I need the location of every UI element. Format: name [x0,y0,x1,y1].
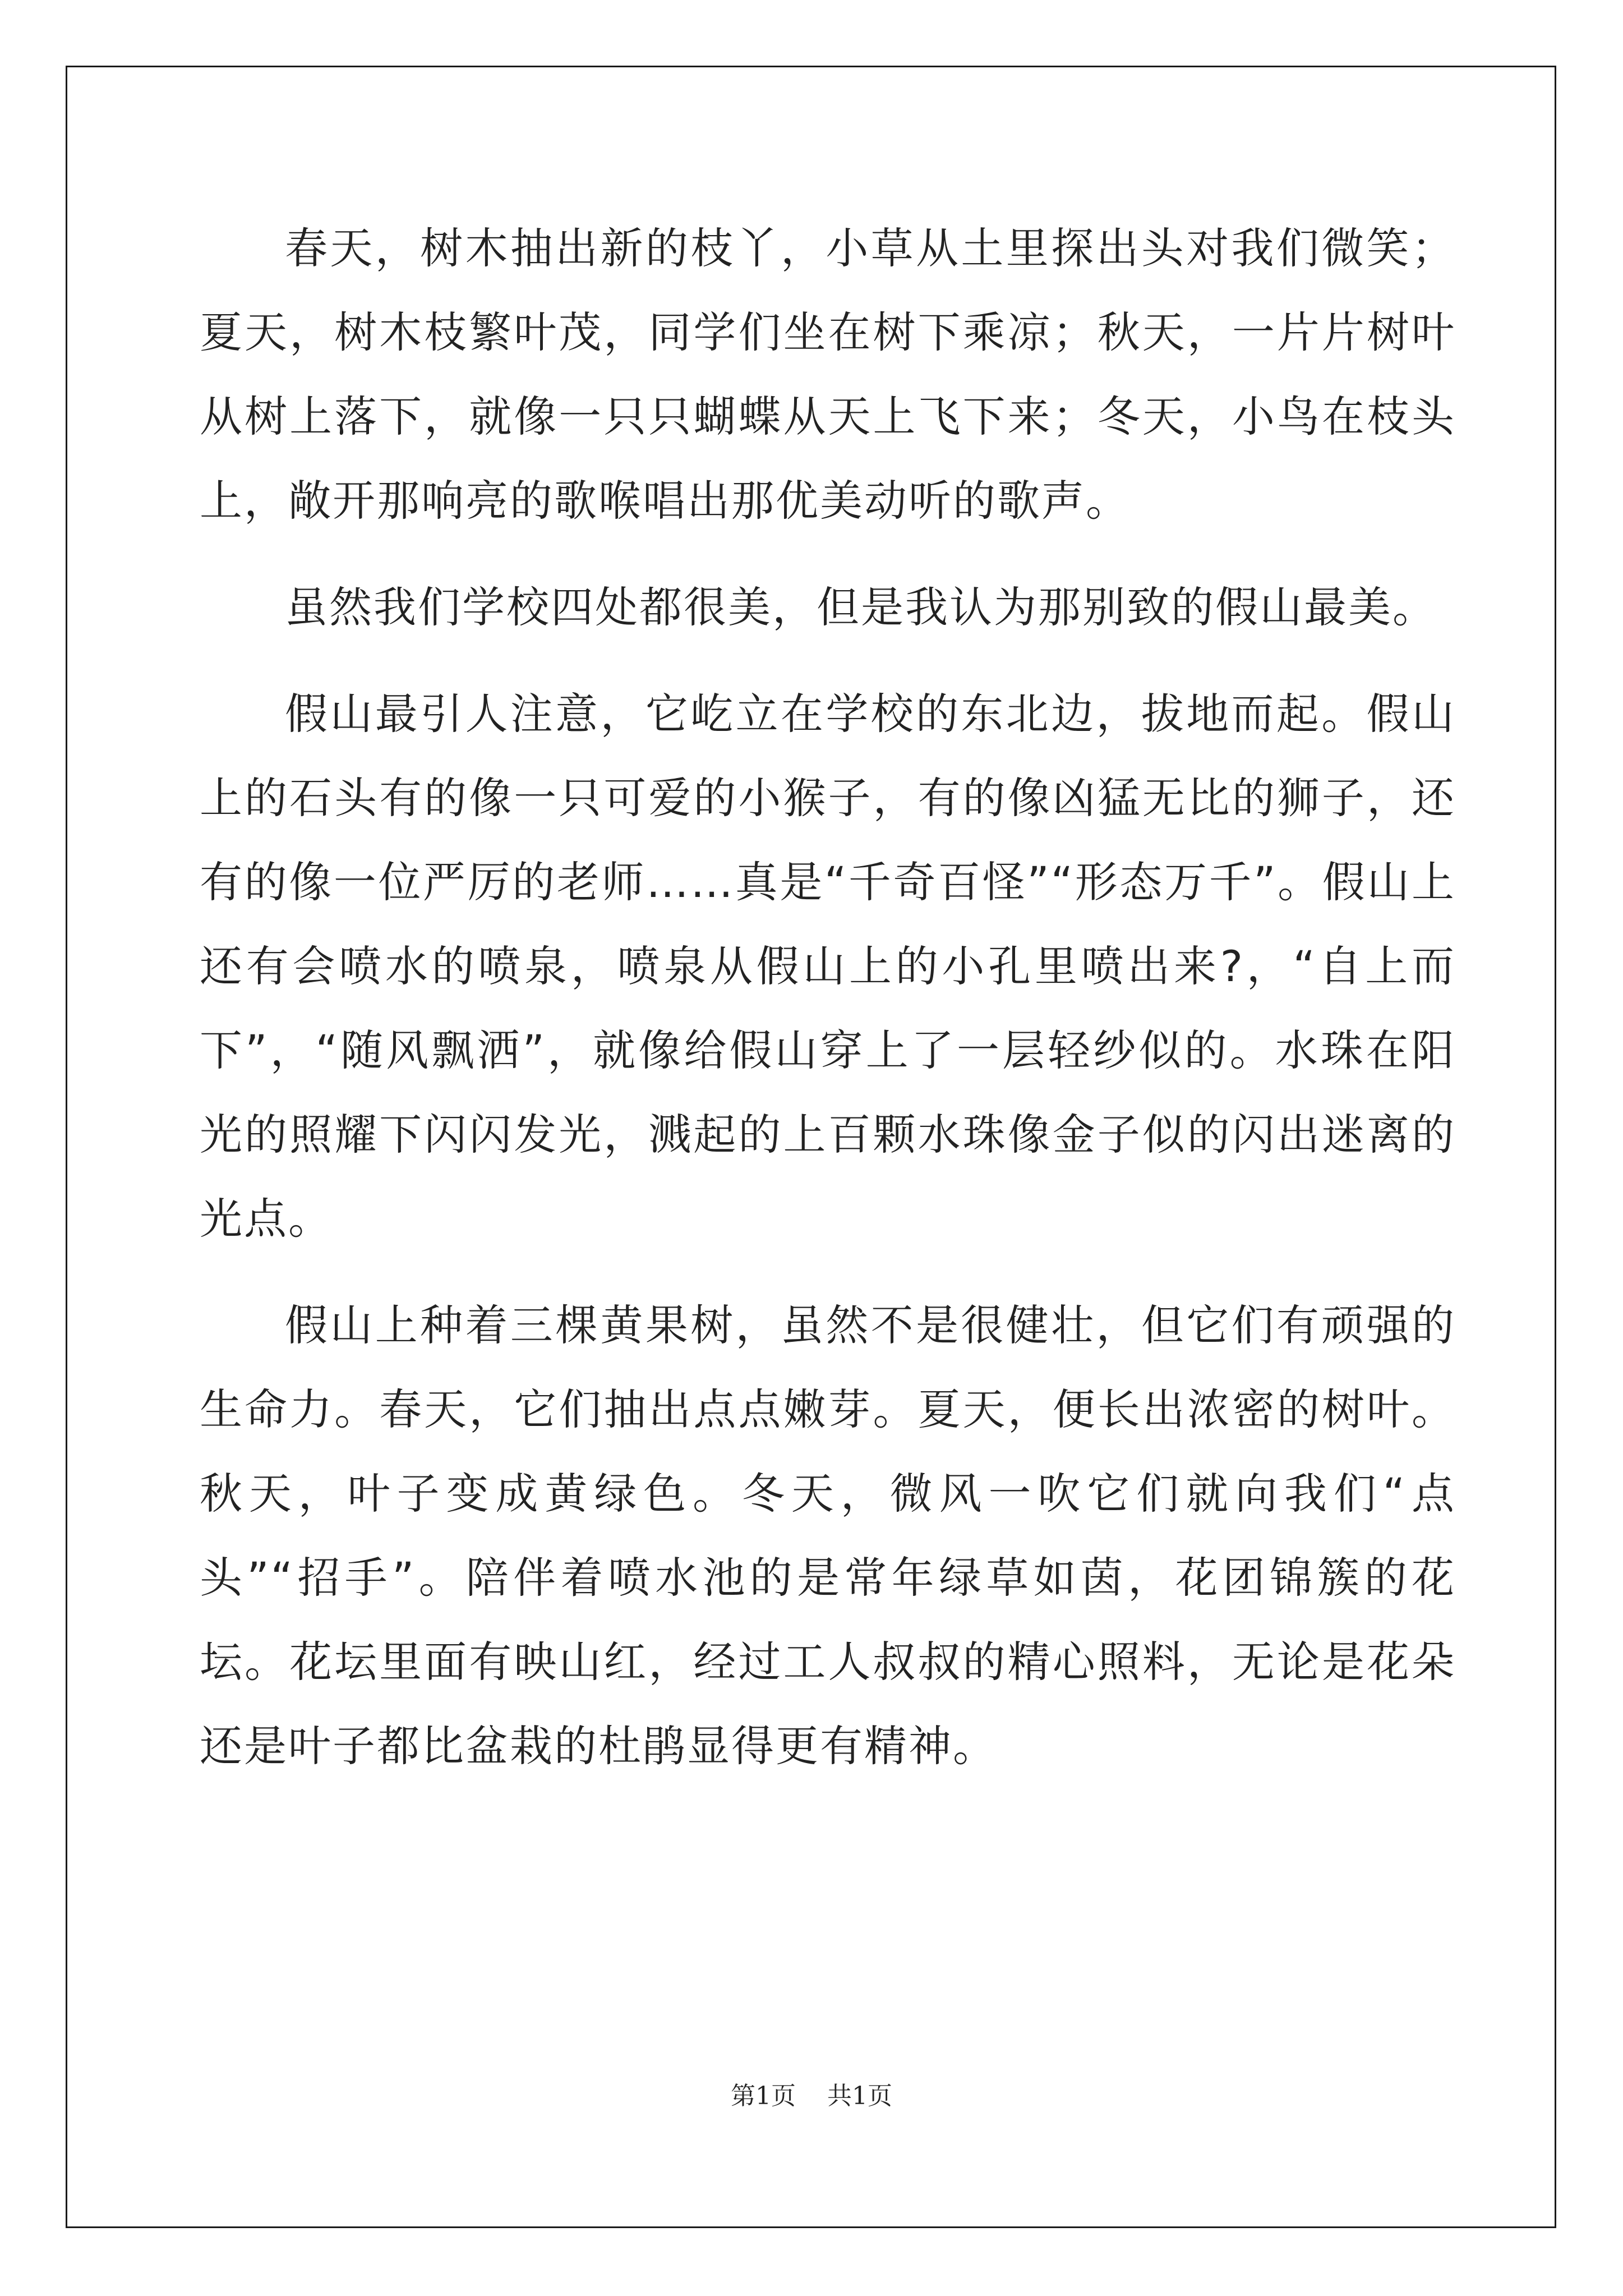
paragraph-1: 春天，树木抽出新的枝丫，小草从土里探出头对我们微笑；夏天，树木枝繁叶茂，同学们坐在树下乘凉；秋天，一片片树叶从树上落下，就像一只只蝴蝶从天上飞下来；冬天，小鸟在枝头上，敞开那响亮的歌喉唱出那优美动听的歌声。 [200,223,1456,526]
document-body [200,206,1456,1811]
paragraph-2: 虽然我们学校四处都很美，但是我认为那别致的假山最美。 [285,582,1437,632]
paragraph-3: 假山最引人注意，它屹立在学校的东北边，拔地而起。假山上的石头有的像一只可爱的小猴子，有的像凶猛无比的狮子，还有的像一位严厉的老师……真是“千奇百怪”“形态万千”。假山上还有会喷水的喷泉，喷泉从假山上的小孔里喷出来?，“自上而下”，“随风飘洒”，就像给假山穿上了一层轻纱似的。水珠在阳光的照耀下闪闪发光，溅起的上百颗水珠像金子似的闪出迷离的光点。 [200,689,1456,1244]
page-number: 第1页 共1页 [731,2082,892,2110]
page-footer [0,2076,1623,2111]
paragraph-4: 假山上种着三棵黄果树，虽然不是很健壮，但它们有顽强的生命力。春天，它们抽出点点嫩芽。夏天，便长出浓密的树叶。秋天，叶子变成黄绿色。冬天，微风一吹它们就向我们“点头”“招手”。陪伴着喷水池的是常年绿草如茵，花团锦簇的花坛。花坛里面有映山红，经过工人叔叔的精心照料，无论是花朵还是叶子都比盆栽的杜鹃显得更有精神。 [200,1300,1456,1771]
